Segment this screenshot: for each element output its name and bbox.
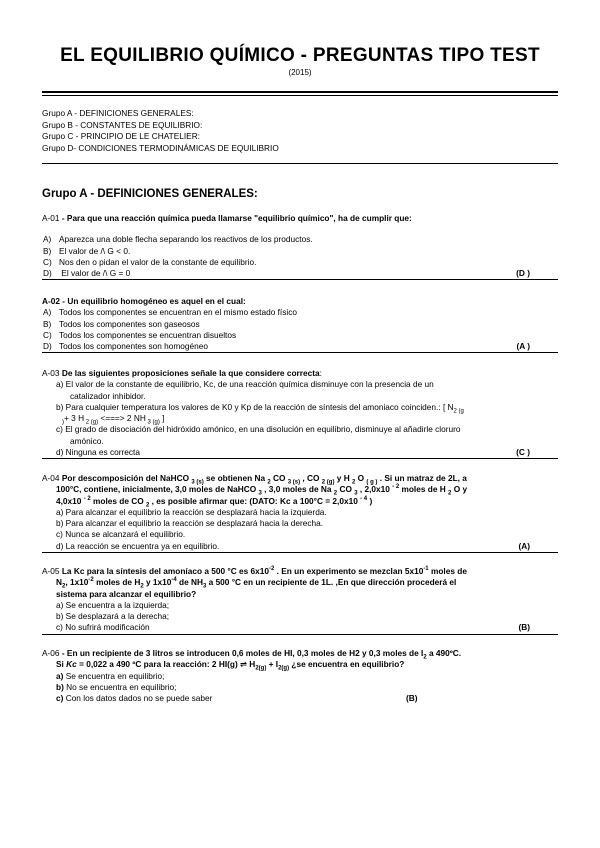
question-text: - Para que una reacción química pueda llamarse "equilibrio químico", ha de cumplir que: [59, 213, 412, 223]
answer-key: (A) [518, 540, 530, 551]
option-text: Se encuentra en equilibrio; [63, 670, 165, 681]
answer-key: (B) [406, 693, 418, 704]
group-index-item: Grupo B - CONSTANTES DE EQUILIBRIO: [42, 119, 203, 130]
question-a03: A-03 De las siguientes proposiciones señale la que considere correcta: a) El valor de la constante de equilibrio, Kc, de una reacción química disminuye con la presencia de un catalizador inhibidor. b) Para cualquier temperatura los valores de K0 y Kp de la reacción de síntesis del amoniaco coinciden.: [ $N_{2 (g}$ $_)$+ 3 H $_{2 (g)}$ <===> 2 NH $_{3 (g)}$ ] c) El grado de disociación del hidróxido amónico, en una disolución en equilibrio, disminuye al añadirle cloruro amónico. d) Ninguna es correcta (C ) [42, 368, 558, 459]
option-text: Con los datos dados no se puede saber [63, 693, 213, 704]
option-text: c) Nunca se alcanzará el equilibrio. [56, 529, 186, 540]
question-text: De las siguientes proposiciones señale la que considere correcta [59, 368, 320, 378]
option-text: El valor de /\ G = 0 [59, 268, 131, 279]
option-text: Todos los componentes se encuentran en el mismo estado físico [59, 307, 297, 318]
question-a05: A-05 La Kc para la síntesis del amoníaco a 500 °C es $6x10^{-2}$ . En un experimento se mezclan $5x10^{-1}$ moles de $N_2$, $1x10^{-2}$ moles de $H_2$ y $1x10^{-4}$ de $NH_3$ a 500 °C en un recipiente de 1L. ,En que dirección procederá el sistema para alcanzar el equilibrio? a) Se encuentra a la izquierda; b) Se desplazará a la derecha; c) No sufrirá modificación (B) [42, 566, 558, 635]
question-number: A-05 [42, 566, 60, 576]
question-number: A-04 [42, 473, 60, 483]
answer-key: (B) [518, 622, 530, 633]
option-text: b) Se desplazará a la derecha; [56, 611, 170, 622]
option-letter: D) [43, 341, 52, 352]
option-letter: C) [43, 256, 52, 267]
group-index-item: Grupo A - DEFINICIONES GENERALES: [42, 108, 194, 118]
page-title: EL EQUILIBRIO QUÍMICO - PREGUNTAS TIPO TEST [60, 45, 540, 66]
question-text: - Un equilibrio homogéneo es aquel en el cual: [59, 296, 246, 306]
question-a04: A-04 Por descomposición del NaHCO $_{3 (s)}$ se obtienen Na $_2$ CO $_{3 (s)}$ , CO $_{2 (g)}$ y H $_2$ O $_{( g )}$ . Si un matraz de 2L, a 100°C, contiene, inicialmente, 3,0 moles de NaHCO $_3$ , 3,0 moles de Na $_2$ CO $_3$ , 2,0x10 $^{- 2}$ moles de H $_2$ O y 4,0x10 $^{- 2}$ moles de CO $_2$ , es posible afirmar que: (DATO: Kc a 100°C = 2,0x10 $^{- 4}$ ) a) Para alcanzar el equilibrio la reacción se desplazará hacia la izquierda. b) Para alcanzar el equilibrio la reacción se desplazará hacia la derecha. c) Nunca se alcanzará el equilibrio. d) La reacción se encuentra ya en equilibrio. (A) [42, 473, 558, 553]
question-text: A-06 - En un recipiente de 3 litros se introducen 0,6 moles de HI, 0,3 moles de H2 y 0,3 moles de $I_2$ a 490ºC. [42, 648, 462, 661]
question-a01 [42, 213, 558, 280]
header-rule-thick [42, 91, 558, 93]
option-letter: c) [56, 693, 64, 704]
option-text: catalizador inhibidor. [70, 390, 146, 401]
group-index-item: Grupo D- CONDICIONES TERMODINÁMICAS DE EQUILIBRIO [42, 142, 279, 153]
option-text: amónico. [70, 435, 104, 446]
option-text: Todos los componentes se encuentran disueltos [59, 329, 237, 340]
option-text: c) El grado de disociación del hidróxido amónico, en una disolución en equilibrio, disminuye al añadirle cloruro [56, 424, 461, 435]
option-letter: C) [43, 329, 52, 340]
option-text: Aparezca una doble flecha separando los reactivos de los productos. [59, 234, 313, 245]
question-number: A-01 [42, 213, 60, 223]
option-letter: B) [43, 245, 52, 256]
option-letter: b) [56, 681, 64, 692]
page-year: (2015) [288, 68, 312, 77]
option-text: a) El valor de la constante de equilibrio, Kc, de una reacción química disminuye con la presencia de un [56, 379, 434, 390]
question-a06: A-06 - En un recipiente de 3 litros se introducen 0,6 moles de HI, 0,3 moles de H2 y 0,3 moles de $I_2$ a 490ºC. Si Kc = 0,022 a 490 ºC para la reacción: 2 HI(g) ⇌ $H_{2(g)} + I_{2(g)}$ ¿se encuentra en equilibrio? a) Se encuentra en equilibrio; b) No se encuentra en equilibrio; c) Con los datos dados no se puede saber (B) [42, 648, 558, 704]
option-text: Todos los componentes son homogéneo [59, 341, 208, 352]
option-text: d) Ninguna es correcta [56, 447, 140, 458]
question-text: A-04 Por descomposición del NaHCO $_{3 (s)}$ se obtienen Na $_2$ CO $_{3 (s)}$ , CO $_{2 (g)}$ y H $_2$ O $_{( g )}$ . Si un matraz de 2L, a [42, 473, 467, 486]
option-letter: A) [43, 307, 52, 318]
option-letter: D) [43, 268, 52, 279]
option-text: d) La reacción se encuentra ya en equilibrio. [56, 540, 220, 551]
option-text: a) Se encuentra a la izquierda; [56, 599, 170, 610]
header-rule-thin [42, 95, 558, 96]
option-letter: A) [43, 234, 52, 245]
option-text: El valor de /\ G < 0. [59, 245, 131, 256]
option-letter: a) [56, 670, 64, 681]
option-letter: B) [43, 318, 52, 329]
section-title: Grupo A - DEFINICIONES GENERALES: [42, 188, 258, 200]
option-text: No se encuentra en equilibrio; [63, 681, 177, 692]
group-index [42, 108, 279, 154]
option-text: a) Para alcanzar el equilibrio la reacción se desplazará hacia la izquierda. [56, 506, 327, 517]
option-text: <===> 2 NH [98, 413, 146, 424]
option-text: b) Para alcanzar el equilibrio la reacción se desplazará hacia la derecha. [56, 518, 324, 529]
option-text: c) No sufrirá modificación [56, 622, 150, 633]
group-index-item: Grupo C - PRINCIPIO DE LE CHATELIER: [42, 131, 200, 141]
question-number: A-06 [42, 648, 60, 658]
index-divider [42, 163, 558, 164]
question-a02 [42, 296, 558, 353]
option-text: Todos los componentes son gaseosos [59, 318, 200, 329]
answer-key: (D ) [516, 268, 530, 279]
question-text: A-05 La Kc para la síntesis del amoníaco a 500 °C es $6x10^{-2}$ . En un experimento se mezclan $5x10^{-1}$ moles de [42, 566, 467, 576]
answer-key: (C ) [516, 447, 530, 458]
question-number: A-03 [42, 368, 60, 378]
option-text: Nos den o pidan el valor de la constante de equilibrio. [59, 256, 257, 267]
option-text: b) Para cualquier temperatura los valores de K0 y Kp de la reacción de síntesis del amoniaco coinciden.: [ N [56, 401, 454, 412]
question-number: A-02 [42, 296, 60, 306]
answer-key: (A ) [516, 341, 530, 352]
option-text: + 3 H [64, 413, 85, 424]
